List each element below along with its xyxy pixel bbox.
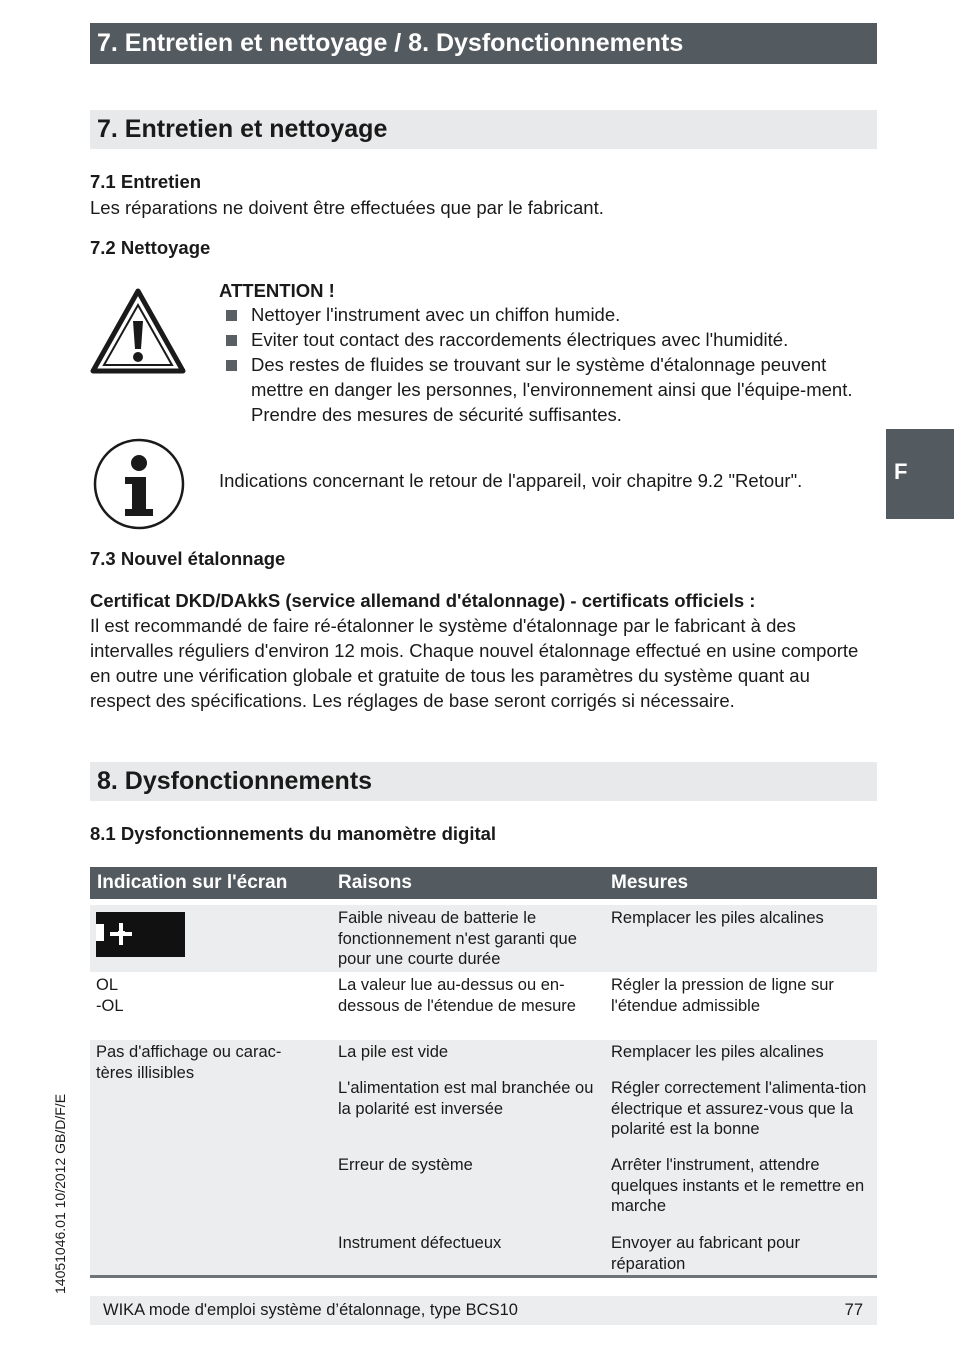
cell-raison: La pile est vide [338, 1043, 449, 1061]
cell-raison: Faible niveau de batterie le fonctionnement n'est garanti que pour une courte durée [338, 909, 577, 968]
language-tab [886, 429, 954, 519]
cell-mesure: Envoyer au fabricant pour réparation [611, 1234, 800, 1273]
list-item-text: Eviter tout contact des raccordements électriques avec l'humidité. [251, 329, 789, 350]
section-7-title: 7. Entretien et nettoyage [90, 110, 877, 149]
cell-mesure: Régler correctement l'alimenta-tion électrique et assurez-vous que la polarité est la bonne [611, 1079, 867, 1138]
attention-label: ATTENTION ! [219, 280, 335, 301]
cell-raison: La valeur lue au-dessus ou en-dessous de l'étendue de mesure [338, 976, 576, 1015]
cell-mesure: Arrêter l'instrument, attendre quelques instants et le remettre en marche [611, 1156, 865, 1215]
bullet-square-icon [226, 335, 237, 346]
cell-mesure: Remplacer les piles alcalines [611, 909, 824, 927]
cell-raison: Instrument défectueux [338, 1234, 502, 1252]
info-icon [92, 437, 186, 531]
list-item-text: Nettoyer l'instrument avec un chiffon humide. [251, 304, 621, 325]
warning-triangle-icon [90, 287, 186, 375]
heading-8-1: 8.1 Dysfonctionnements du manomètre digital [90, 823, 497, 844]
cell-raison: L'alimentation est mal branchée ou la polarité est inversée [338, 1079, 594, 1118]
page-number: 77 [844, 1301, 863, 1319]
column-header-indication: Indication sur l'écran [97, 872, 288, 893]
info-text: Indications concernant le retour de l'appareil, voir chapitre 9.2 "Retour". [219, 470, 803, 491]
cell-indication: OL -OL [96, 976, 124, 1015]
heading-7-1: 7.1 Entretien [90, 171, 202, 192]
page-header-title: 7. Entretien et nettoyage / 8. Dysfonctionnements [90, 23, 877, 64]
column-header-raisons: Raisons [338, 872, 412, 893]
text-7-1: Les réparations ne doivent être effectuées que par le fabricant. [90, 197, 604, 218]
document-code: 14051046.01 10/2012 GB/D/F/E [52, 1093, 68, 1294]
table-bottom-rule [90, 1275, 877, 1278]
footer-text: WIKA mode d'emploi système d’étalonnage, type BCS10 [103, 1301, 518, 1319]
bullet-square-icon [226, 360, 237, 371]
cell-mesure: Régler la pression de ligne sur l'étendue admissible [611, 976, 834, 1015]
certificate-heading: Certificat DKD/DAkkS (service allemand d'étalonnage) - certificats officiels : [90, 590, 756, 611]
heading-7-3: 7.3 Nouvel étalonnage [90, 548, 286, 569]
table-header [90, 867, 877, 899]
cell-indication: Pas d'affichage ou carac-tères illisibles [96, 1043, 282, 1082]
section-8-title: 8. Dysfonctionnements [90, 762, 877, 801]
bullet-square-icon [226, 310, 237, 321]
column-header-mesures: Mesures [611, 872, 689, 893]
list-item-text: Des restes de fluides se trouvant sur le système d'étalonnage peuvent mettre en danger les personnes, l'environnement ainsi que l'équipe-ment. Prendre des mesures de sécurité suffisantes. [251, 354, 853, 425]
language-tab-label: F [894, 459, 908, 484]
cell-raison: Erreur de système [338, 1156, 473, 1174]
heading-7-2: 7.2 Nettoyage [90, 237, 211, 258]
certificate-text: Il est recommandé de faire ré-étalonner le système d'étalonnage par le fabricant à des intervalles réguliers d'environ 12 mois. Chaque nouvel étalonnage effectué en usine comporte en outre une vérification globale et gratuite de tous les paramètres du système quant au respect des spécifications. Les réglages de base seront corrigés si nécessaire. [90, 615, 859, 711]
page-footer [90, 1296, 877, 1325]
cell-mesure: Remplacer les piles alcalines [611, 1043, 824, 1061]
battery-plus-icon [96, 912, 185, 957]
